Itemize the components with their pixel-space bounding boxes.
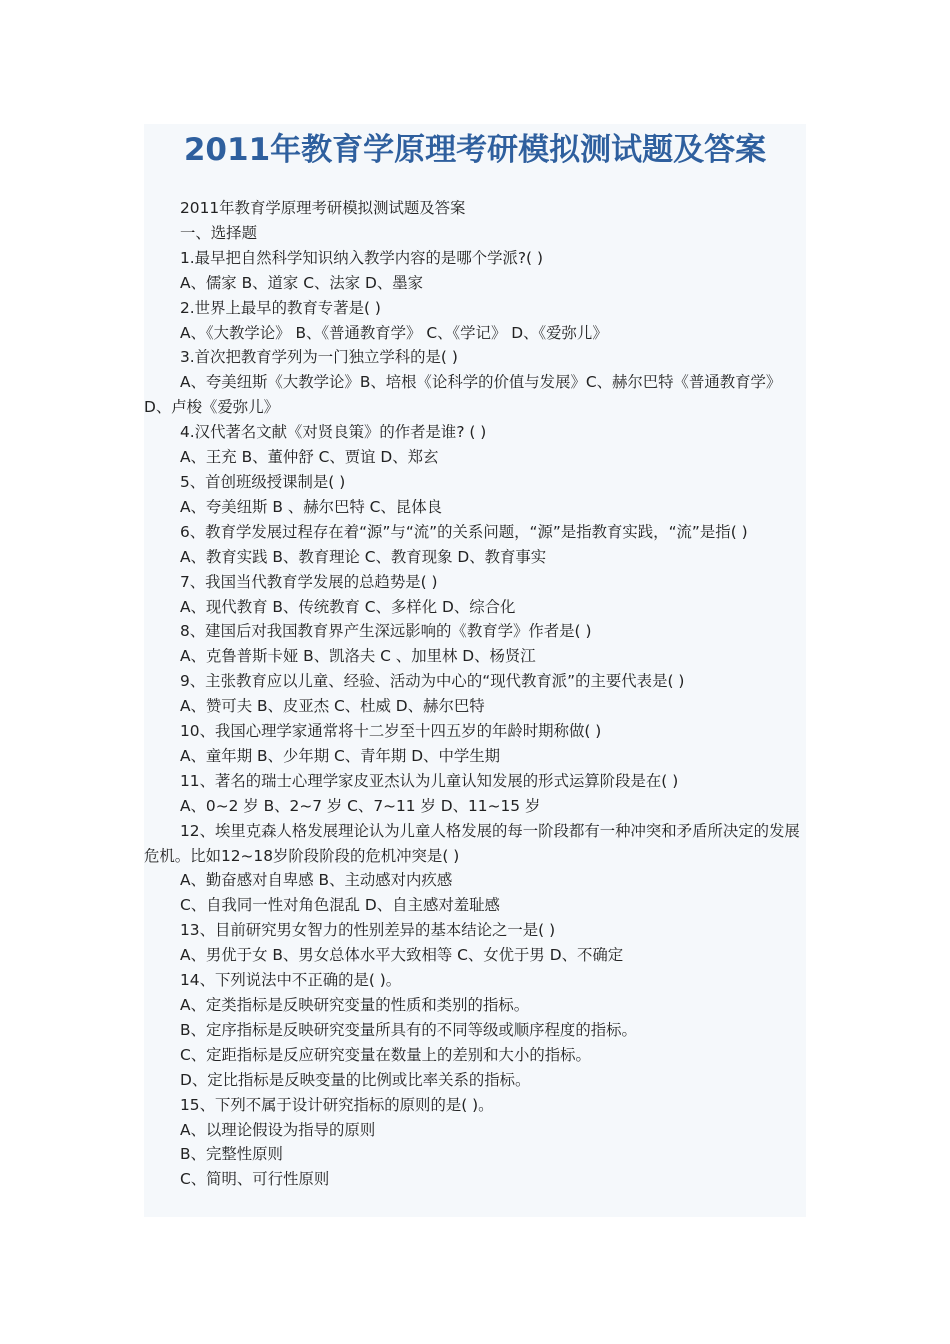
options-5: A、夸美纽斯 B 、赫尔巴特 C、昆体良 xyxy=(180,497,442,516)
document-panel xyxy=(144,124,806,1217)
question-4: 4.汉代著名文献《对贤良策》的作者是谁? ( ) xyxy=(180,423,487,442)
option-14-d: D、定比指标是反映变量的比例或比率关系的指标。 xyxy=(180,1070,531,1089)
options-2: A、《大教学论》 B、《普通教育学》 C、《学记》 D、《爱弥儿》 xyxy=(180,323,608,342)
options-7: A、现代教育 B、传统教育 C、多样化 D、综合化 xyxy=(180,597,516,616)
options-4: A、王充 B、董仲舒 C、贾谊 D、郑玄 xyxy=(180,448,439,467)
options-9: A、赞可夫 B、皮亚杰 C、杜威 D、赫尔巴特 xyxy=(180,697,485,716)
question-6: 6、教育学发展过程存在着“源”与“流”的关系问题，“源”是指教育实践，“流”是指( ) xyxy=(180,522,748,541)
option-14-c: C、定距指标是反应研究变量在数量上的差别和大小的指标。 xyxy=(180,1045,591,1064)
question-2: 2.世界上最早的教育专著是( ) xyxy=(180,298,381,317)
option-14-a: A、定类指标是反映研究变量的性质和类别的指标。 xyxy=(180,996,530,1014)
section-heading: 一、选择题 xyxy=(180,223,257,242)
options-10: A、童年期 B、少年期 C、青年期 D、中学生期 xyxy=(180,746,501,765)
options-8: A、克鲁普斯卡娅 B、凯洛夫 C 、加里林 D、杨贤江 xyxy=(180,647,536,666)
option-15-a: A、以理论假设为指导的原则 xyxy=(180,1120,376,1139)
question-12: 12、埃里克森人格发展理论认为儿童人格发展的每一阶段都有一种冲突和矛盾所决定的发展危机。比如12~18岁阶段阶段的危机冲突是( ) xyxy=(144,821,800,865)
question-14: 14、下列说法中不正确的是( )。 xyxy=(180,971,402,990)
question-5: 5、首创班级授课制是( ) xyxy=(180,472,346,491)
question-3: 3.首次把教育学列为一门独立学科的是( ) xyxy=(180,348,458,367)
option-15-b: B、完整性原则 xyxy=(180,1145,283,1164)
options-3: A、夸美纽斯《大教学论》B、培根《论科学的价值与发展》C、赫尔巴特《普通教育学》 D、卢梭《爱弥儿》 xyxy=(144,373,787,417)
options-6: A、教育实践 B、教育理论 C、教育现象 D、教育事实 xyxy=(180,547,547,566)
question-8: 8、建国后对我国教育界产生深远影响的《教育学》作者是( ) xyxy=(180,622,592,641)
options-11: A、0~2 岁 B、2~7 岁 C、7~11 岁 D、11~15 岁 xyxy=(180,796,541,815)
question-15: 15、下列不属于设计研究指标的原则的是( )。 xyxy=(180,1095,494,1114)
question-9: 9、主张教育应以儿童、经验、活动为中心的“现代教育派”的主要代表是( ) xyxy=(180,672,685,691)
option-15-c: C、简明、可行性原则 xyxy=(180,1170,330,1189)
options-1: A、儒家 B、道家 C、法家 D、墨家 xyxy=(180,273,424,292)
options-12-cd: C、自我同一性对角色混乱 D、自主感对羞耻感 xyxy=(180,896,500,915)
options-13: A、男优于女 B、男女总体水平大致相等 C、女优于男 D、不确定 xyxy=(180,946,624,965)
document-body xyxy=(144,196,806,1192)
text-line: 2011年教育学原理考研模拟测试题及答案 xyxy=(180,199,466,217)
question-1: 1.最早把自然科学知识纳入教学内容的是哪个学派?( ) xyxy=(180,248,543,267)
options-12-ab: A、勤奋感对自卑感 B、主动感对内疚感 xyxy=(180,871,453,890)
option-14-b: B、定序指标是反映研究变量所具有的不同等级或顺序程度的指标。 xyxy=(180,1020,637,1039)
question-7: 7、我国当代教育学发展的总趋势是( ) xyxy=(180,572,438,591)
question-13: 13、目前研究男女智力的性别差异的基本结论之一是( ) xyxy=(180,921,556,940)
question-11: 11、著名的瑞士心理学家皮亚杰认为儿童认知发展的形式运算阶段是在( ) xyxy=(180,771,679,790)
page-title: 2011年教育学原理考研模拟测试题及答案 xyxy=(183,132,767,168)
question-10: 10、我国心理学家通常将十二岁至十四五岁的年龄时期称做( ) xyxy=(180,722,602,741)
